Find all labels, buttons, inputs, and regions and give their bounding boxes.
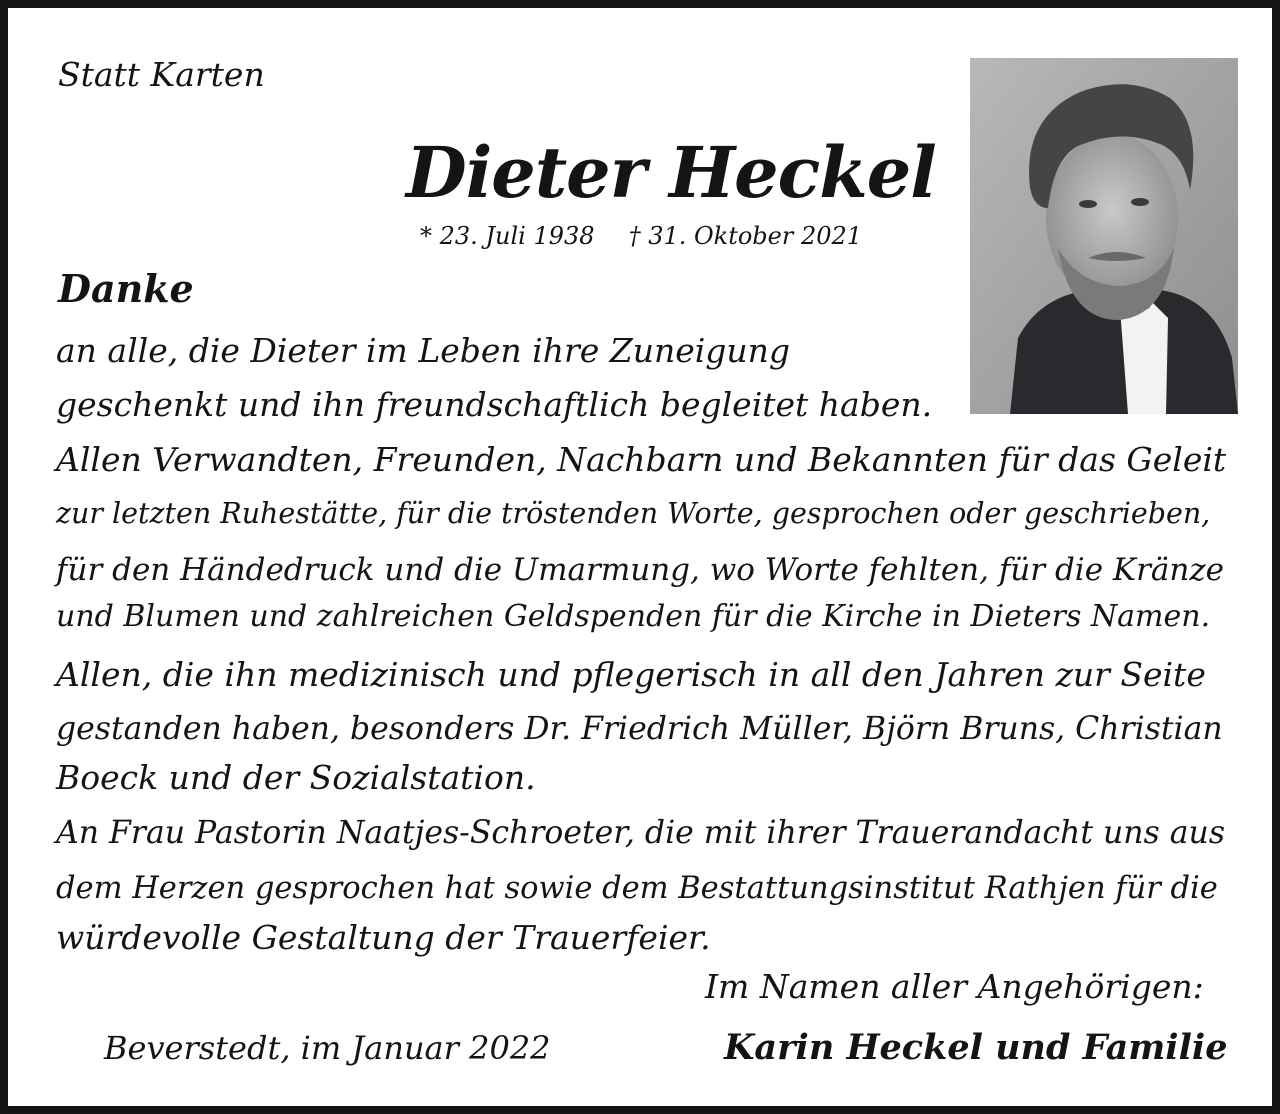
body-line: Allen Verwandten, Freunden, Nachbarn und Bekannten für das Geleit [56, 440, 1227, 479]
body-line: für den Händedruck und die Umarmung, wo Worte fehlten, für die Kränze [56, 552, 1225, 588]
body-line: Boeck und der Sozialstation. [56, 758, 536, 797]
portrait-photo [970, 58, 1238, 414]
body-line: würdevolle Gestaltung der Trauerfeier. [56, 918, 711, 957]
birth-date: * 23. Juli 1938 [420, 222, 595, 250]
body-line: An Frau Pastorin Naatjes-Schroeter, die mit ihrer Trauerandacht uns aus [56, 815, 1225, 851]
signature: Karin Heckel und Familie [724, 1027, 1228, 1068]
deceased-name: Dieter Heckel [406, 131, 936, 214]
body-line: Allen, die ihn medizinisch und pflegerisch in all den Jahren zur Seite [56, 655, 1206, 694]
place-date: Beverstedt, im Januar 2022 [104, 1029, 551, 1067]
body-line: zur letzten Ruhestätte, für die tröstenden Worte, gesprochen oder geschrieben, [56, 497, 1211, 530]
body-line: und Blumen und zahlreichen Geldspenden für die Kirche in Dieters Namen. [56, 599, 1211, 634]
life-dates [420, 224, 862, 248]
body-line: an alle, die Dieter im Leben ihre Zuneigung [56, 331, 791, 370]
preheading: Statt Karten [58, 55, 265, 94]
body-line: dem Herzen gesprochen hat sowie dem Bestattungsinstitut Rathjen für die [56, 871, 1218, 906]
closing-line: Im Namen aller Angehörigen: [705, 967, 1204, 1006]
body-line: geschenkt und ihn freundschaftlich begleitet haben. [56, 385, 933, 424]
death-date: † 31. Oktober 2021 [628, 222, 863, 250]
thanks-heading: Danke [58, 266, 194, 311]
body-line: gestanden haben, besonders Dr. Friedrich Müller, Björn Bruns, Christian [56, 711, 1223, 747]
